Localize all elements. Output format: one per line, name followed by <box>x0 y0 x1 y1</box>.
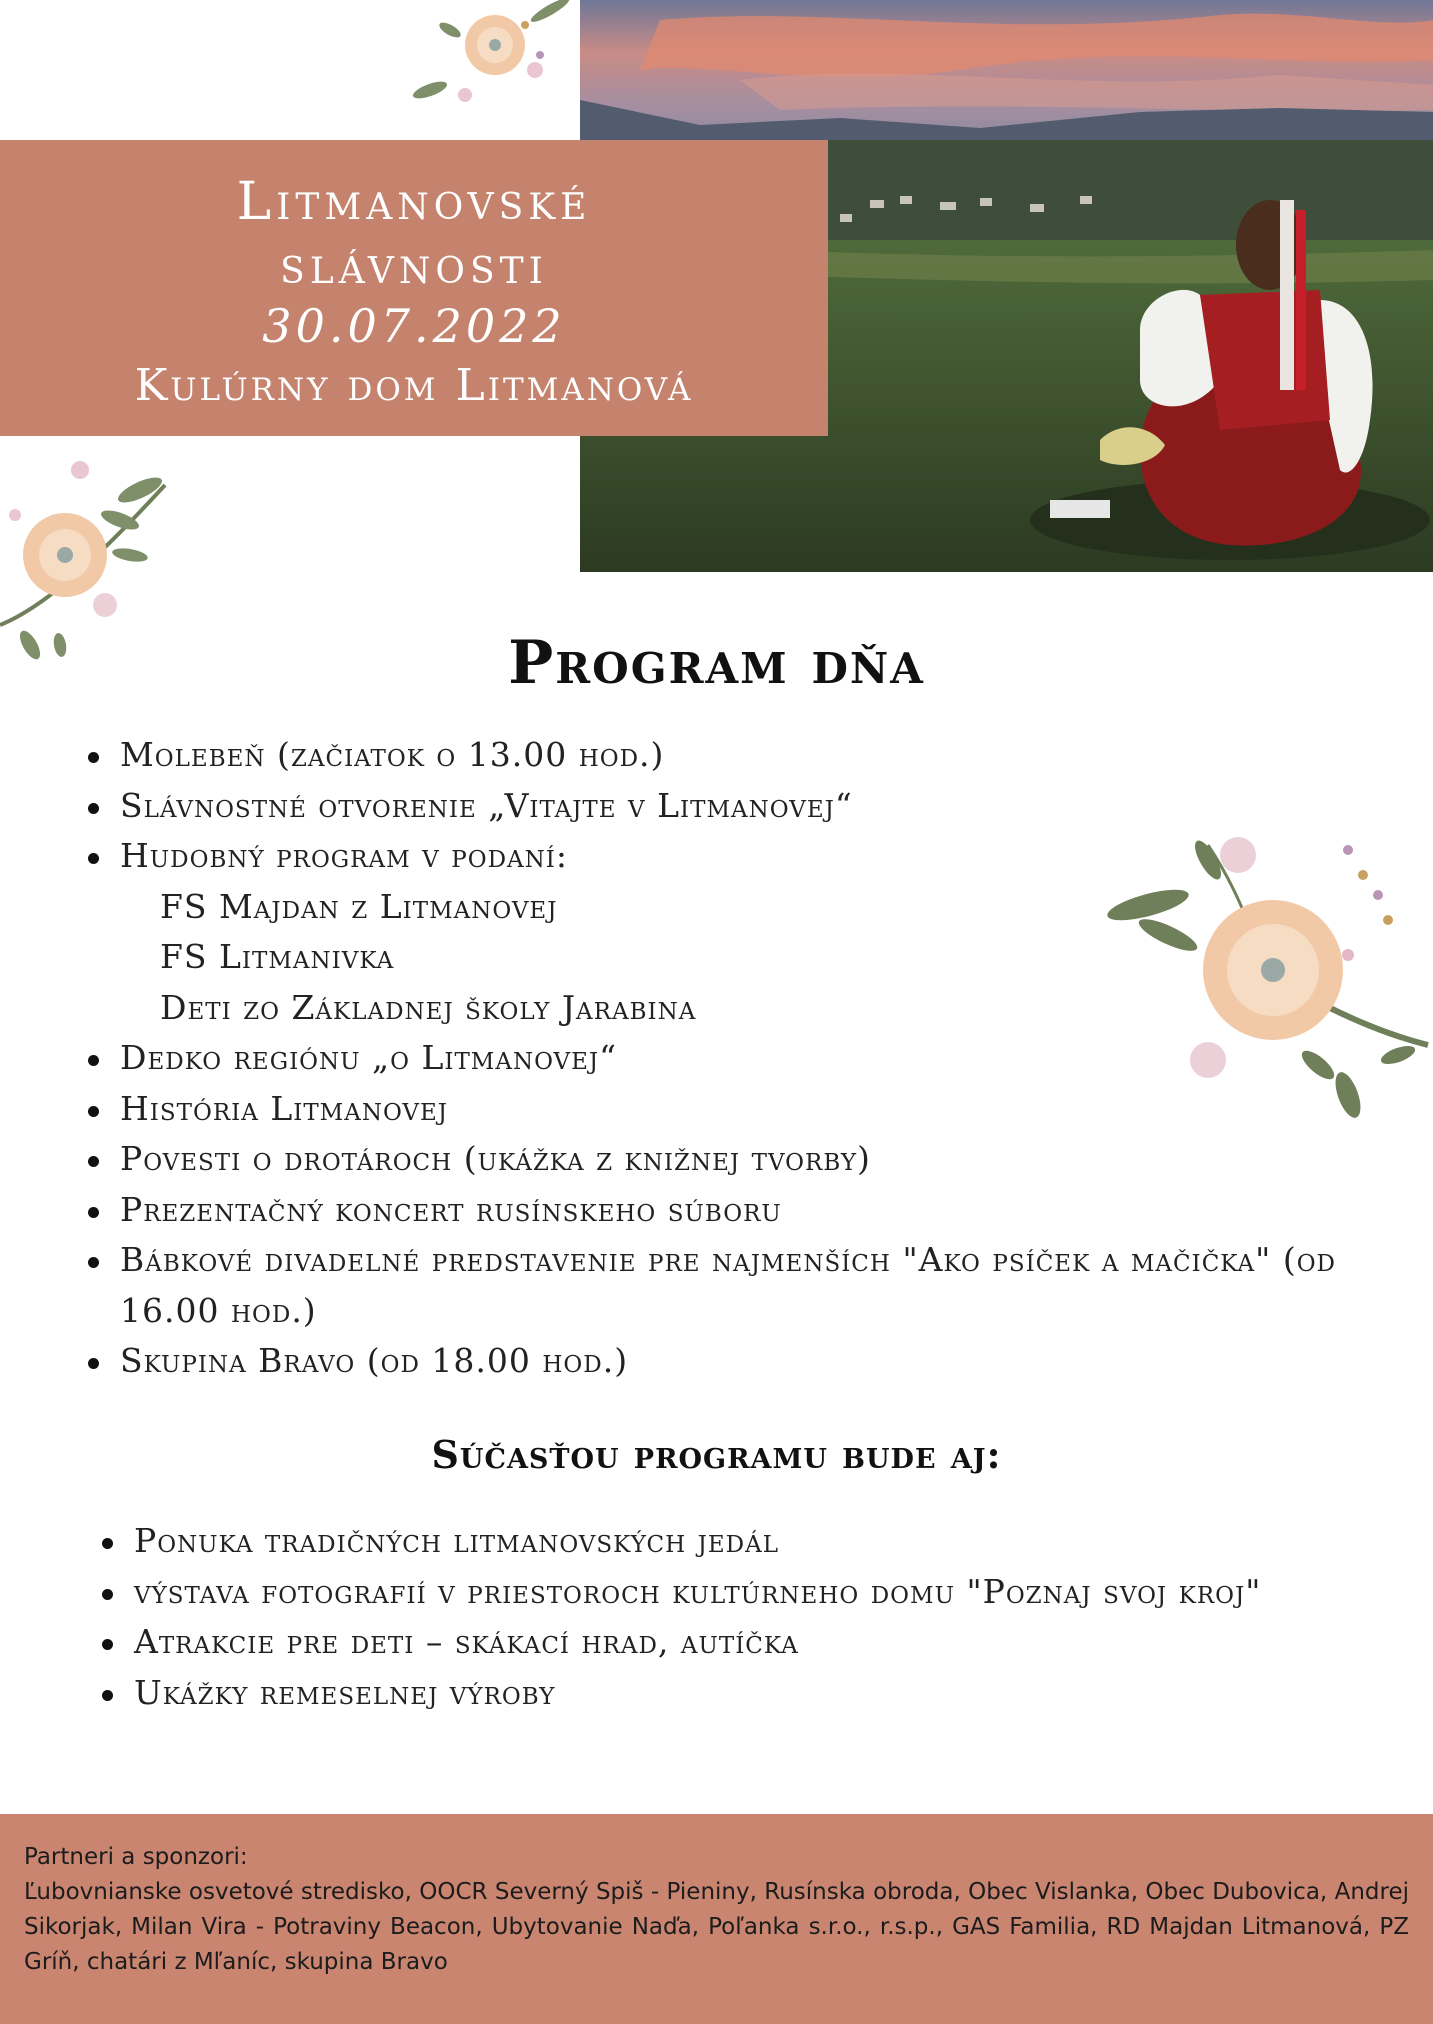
program-item: Bábkové divadelné predstavenie pre najmenších "Ako psíček a mačička" (od 16.00 hod.) <box>80 1235 1360 1336</box>
program-item: Hudobný program v podaní: <box>80 831 1360 882</box>
program-item: Dedko regiónu „o Litmanovej“ <box>80 1033 1360 1084</box>
event-title-line-1: Litmanovské <box>236 172 592 232</box>
sponsors-footer <box>0 1814 1433 2024</box>
event-title-line-2: slávnosti <box>280 236 548 296</box>
extras-list <box>94 1516 1354 1718</box>
extras-item: Ponuka tradičných litmanovských jedál <box>94 1516 1354 1567</box>
event-venue: Kulúrny dom Litmanová <box>134 360 694 411</box>
program-subitem: FS Majdan z Litmanovej <box>160 886 558 926</box>
sponsors-title: Partneri a sponzori: <box>24 1844 248 1870</box>
extras-heading: Súčasťou programu bude aj: <box>431 1432 1002 1477</box>
program-subitem: FS Litmanivka <box>160 937 395 976</box>
program-subitem: Deti zo Základnej školy Jarabina <box>160 987 697 1027</box>
program-heading: Program dňa <box>508 628 925 698</box>
program-item: Molebeň (začiatok o 13.00 hod.) <box>80 730 1360 781</box>
program-item: Povesti o drotároch (ukážka z knižnej tvorby) <box>80 1134 1360 1185</box>
extras-item: výstava fotografií v priestoroch kultúrneho domu "Poznaj svoj kroj" <box>94 1567 1354 1618</box>
event-date: 30.07.2022 <box>262 299 566 353</box>
program-list <box>80 730 1360 1387</box>
program-item: Slávnostné otvorenie „Vitajte v Litmanovej“ <box>80 781 1360 832</box>
sponsors-text: Ľubovnianske osvetové stredisko, OOCR Severný Spiš - Pieniny, Rusínska obroda, Obec Vislanka, Obec Dubovica, Andrej Sikorjak, Milan Vira - Potraviny Beacon, Ubytovanie Naďa, Poľanka s.r.o., r.s.p., GAS Familia, RD Majdan Litmanová, PZ Gríň, chatári z Mľaníc, skupina Bravo <box>24 1879 1409 1975</box>
floral-bouquet-icon <box>410 0 570 120</box>
program-item: Prezentačný koncert rusínskeho súboru <box>80 1185 1360 1236</box>
extras-item: Atrakcie pre deti – skákací hrad, autíčka <box>94 1617 1354 1668</box>
extras-item: Ukážky remeselnej výroby <box>94 1668 1354 1719</box>
event-title-banner <box>0 140 828 436</box>
program-item: Skupina Bravo (od 18.00 hod.) <box>80 1336 1360 1387</box>
program-item: História Litmanovej <box>80 1084 1360 1135</box>
